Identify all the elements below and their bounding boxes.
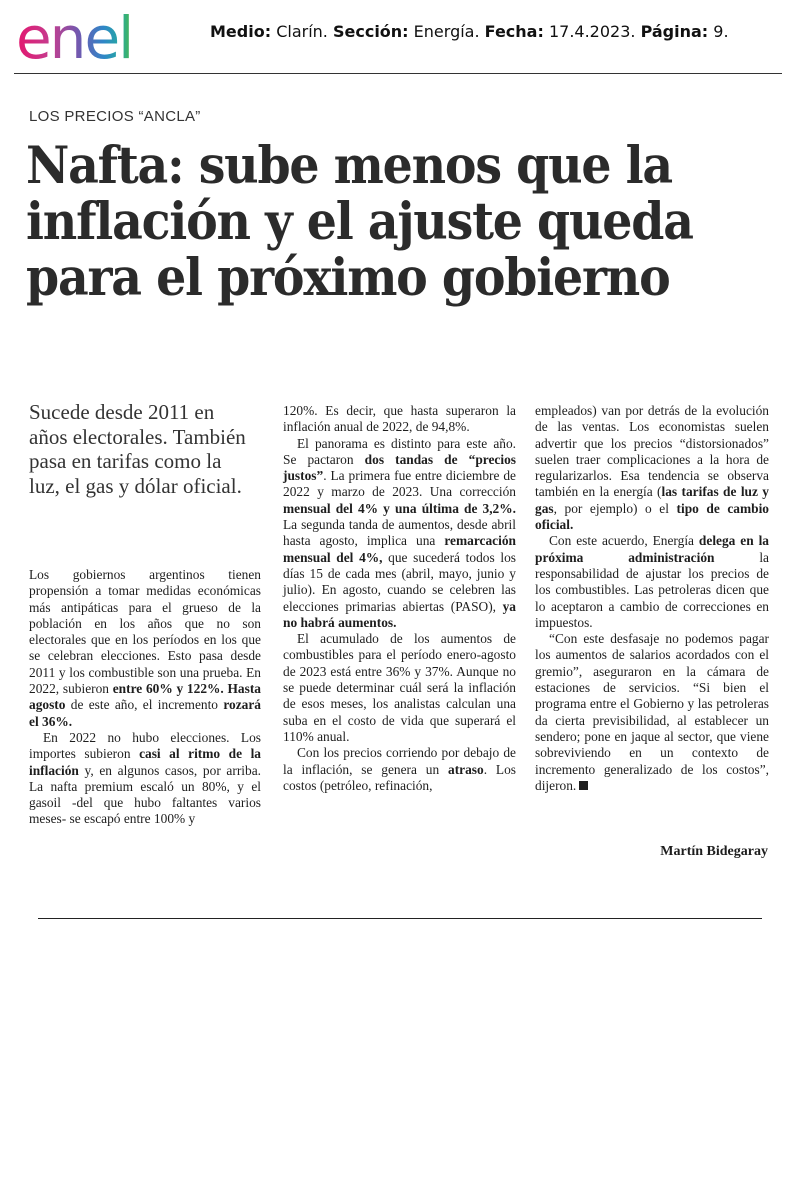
- article-byline: Martín Bidegaray: [660, 844, 768, 859]
- headline-line-2: inflación y el ajuste queda: [26, 192, 693, 252]
- medio-value: Clarín.: [276, 22, 328, 41]
- clipping-metadata: [210, 22, 729, 41]
- bottom-divider: [38, 918, 762, 919]
- fecha-value: 17.4.2023.: [548, 22, 636, 41]
- paragraph: En 2022 no hubo elecciones. Los importes subieron casi al ritmo de la inflación y, en algunos casos, por arriba. La nafta premium escaló un 80%, y el gasoil -del que hubo faltantes varios meses- se escapó entre 100% y: [29, 729, 261, 827]
- paragraph: empleados) van por detrás de la evolución de las ventas. Los economistas suelen advertir que los precios “distorsionados” suelen traer complicaciones a la hora de regularizarlos. Esa tendencia se observa también en la energía (las tarifas de luz y gas, por ejemplo) o el tipo de cambio oficial.: [535, 403, 769, 533]
- article-column-2: [283, 403, 516, 794]
- enel-logo-text: enel: [16, 8, 133, 66]
- paragraph: 120%. Es decir, que hasta superaron la inflación anual de 2022, de 94,8%.: [283, 403, 516, 435]
- paragraph: “Con este desfasaje no podemos pagar los aumentos de salarios acordados con el gremio”, aseguraron en la cámara de estaciones de servicios. “Si bien el programa entre el Gobierno y las petroleras da cierta previsibilidad, al establecer un sendero; pone en jaque al sector, que viene sobreviviendo en un contexto de incremento generalizado de los costos”, dijeron.: [535, 631, 769, 793]
- article-column-1: [29, 567, 261, 828]
- fecha-label: Fecha:: [484, 22, 544, 41]
- paragraph: El acumulado de los aumentos de combustibles para el período enero-agosto de 2023 está entre 36% y 37%. Aunque no se puede determinar cuál será la inflación de esos meses, los analistas calculan una suba en el costo de vida que superará el 110% anual.: [283, 631, 516, 744]
- seccion-label: Sección:: [332, 22, 409, 41]
- article-column-3: [535, 403, 769, 794]
- end-of-article-mark: [579, 781, 588, 790]
- article-subheadline: Sucede desde 2011 en años electorales. También pasa en tarifas como la luz, el gas y dólar oficial.: [29, 400, 246, 498]
- pagina-value: 9.: [713, 22, 729, 41]
- paragraph: Con este acuerdo, Energía delega en la próxima administración la responsabilidad de ajustar los precios de los combustibles. Las petroleras dicen que lo aceptaron a cambio de correcciones en impuestos.: [535, 533, 770, 630]
- paragraph: El panorama es distinto para este año. Se pactaron dos tandas de “precios justos”. La primera fue entre diciembre de 2022 y marzo de 2023. Una corrección mensual del 4% y una última de 3,2%. La segunda tanda de aumentos, desde abril hasta agosto, implica una remarcación mensual del 4%, que sucederá todos los días 15 de cada mes (abril, mayo, junio y julio). En agosto, cuando se celebren las elecciones primarias abiertas (PASO), ya no habrá aumentos.: [283, 435, 516, 630]
- seccion-value: Energía.: [413, 22, 480, 41]
- article-kicker: LOS PRECIOS “ANCLA”: [29, 108, 201, 125]
- clipping-header: [0, 0, 800, 78]
- paragraph: Los gobiernos argentinos tienen propensión a tomar medidas económicas más antipáticas para el grueso de la población en los años que no son electorales que en los períodos en los que se celebran elecciones. Esto pasa desde 2011 y los combustible son una prueba. En 2022, subieron entre 60% y 122%. Hasta agosto de este año, el incremento rozará el 36%.: [29, 567, 261, 729]
- headline-line-1: Nafta: sube menos que la: [26, 136, 672, 196]
- medio-label: Medio:: [210, 22, 272, 41]
- header-divider: [14, 73, 782, 74]
- paragraph: Con los precios corriendo por debajo de la inflación, se genera un atraso. Los costos (petróleo, refinación,: [283, 745, 516, 793]
- headline-line-3: para el próximo gobierno: [26, 248, 670, 308]
- enel-logo: [14, 8, 184, 66]
- article-headline: [26, 138, 733, 306]
- pagina-label: Página:: [640, 22, 709, 41]
